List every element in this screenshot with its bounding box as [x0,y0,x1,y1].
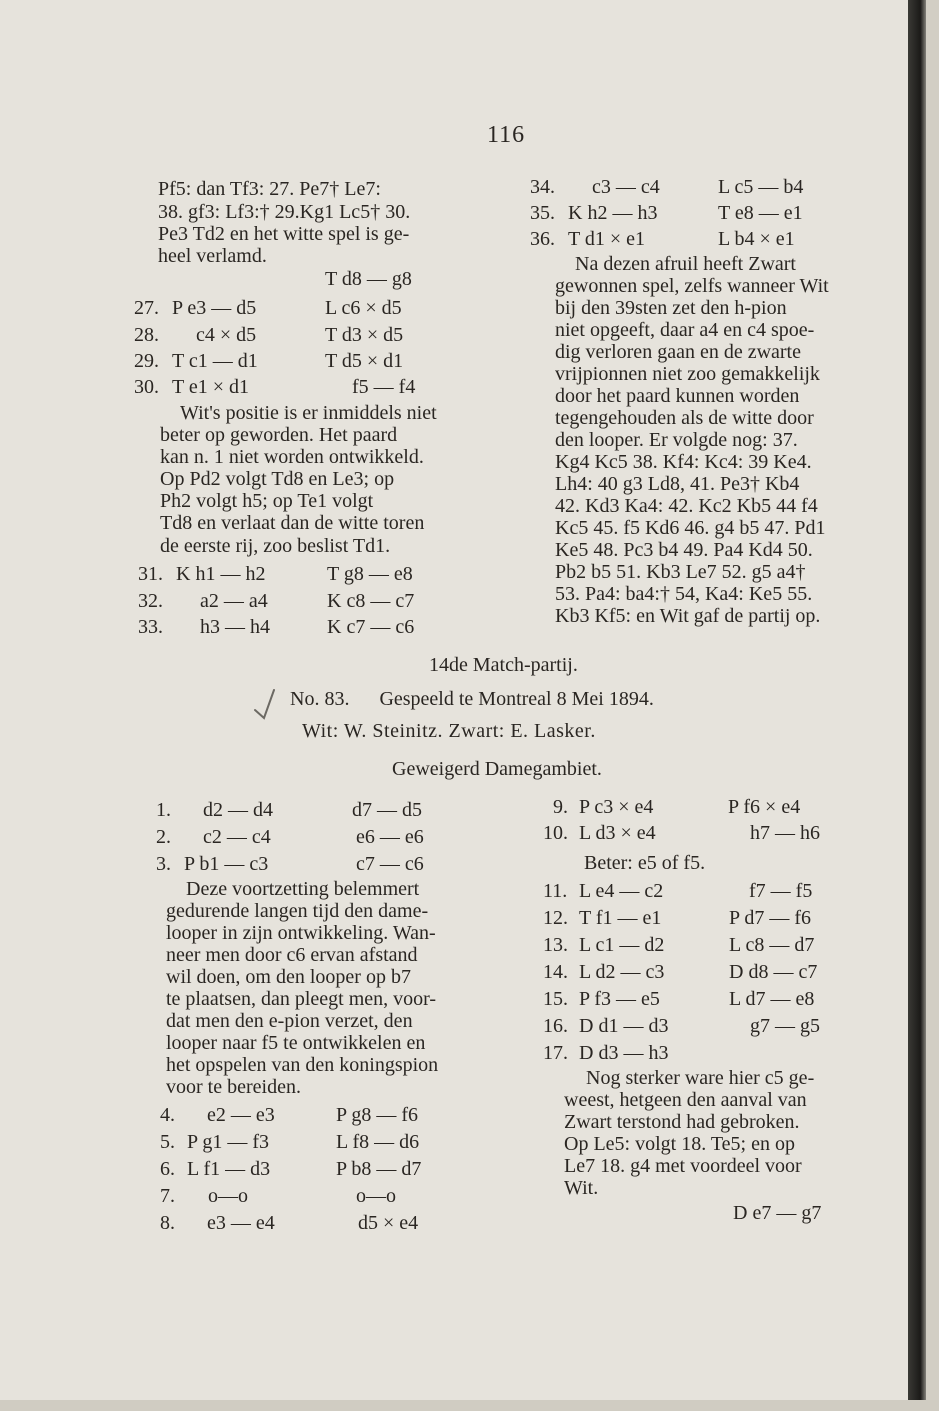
move-black: T d5 × d1 [325,350,404,372]
left-mid-line-3: Op Pd2 volgt Td8 en Le3; op [160,468,395,490]
move-num: 9. [553,796,568,818]
right-top-line-1: gewonnen spel, zelfs wanneer Wit [555,275,829,297]
move-white: P b1 — c3 [184,853,269,875]
right-top-line-11: 42. Kd3 Ka4: 42. Kc2 Kb5 44 f4 [555,495,818,517]
move-black: c7 — c6 [356,853,424,875]
game-info: No. 83. Gespeeld te Montreal 8 Mei 1894. [290,688,654,710]
left-mid-line-4: Ph2 volgt h5; op Te1 volgt [160,490,374,512]
move-white: L e4 — c2 [579,880,664,902]
move-black: h7 — h6 [750,822,820,844]
pencil-check-mark [252,688,282,722]
right-top-line-14: Pb2 b5 51. Kb3 Le7 52. g5 a4† [555,561,806,583]
right-top-line-15: 53. Pa4: ba4:† 54, Ka4: Ke5 55. [555,583,813,605]
move-num: 29. [134,350,159,372]
move-black: L f8 — d6 [336,1131,420,1153]
move-num: 3. [156,853,171,875]
players: Wit: W. Steinitz. Zwart: E. Lasker. [302,720,596,742]
move-num: 28. [134,324,159,346]
move-num: 5. [160,1131,175,1153]
move-num: 15. [543,988,568,1010]
adjacent-page-edge [908,0,939,1411]
left-mid-line-0: Wit's positie is er inmiddels niet [180,402,437,424]
left-top-line-1: 38. gf3: Lf3:† 29.Kg1 Lc5† 30. [158,201,411,223]
right-bottom-line-3: Op Le5: volgt 18. Te5; en op [564,1133,795,1155]
right-top-line-8: den looper. Er volgde nog: 37. [555,429,798,451]
move-white: e2 — e3 [207,1104,275,1126]
move-black: T g8 — e8 [327,563,413,585]
opening-name: Geweigerd Damegambiet. [392,758,602,780]
right-bottom-line-2: Zwart terstond had gebroken. [564,1111,800,1133]
right-bottom-line-4: Le7 18. g4 met voordeel voor [564,1155,802,1177]
match-title: 14de Match-partij. [429,654,578,676]
move-white: K h1 — h2 [176,563,266,585]
move-white: D d3 — h3 [579,1042,669,1064]
right-top-line-9: Kg4 Kc5 38. Kf4: Kc4: 39 Ke4. [555,451,812,473]
move-num: 30. [134,376,159,398]
move-black: P g8 — f6 [336,1104,419,1126]
move-white: P g1 — f3 [187,1131,270,1153]
left-bottom-line-3: neer men door c6 ervan afstand [166,944,418,966]
move-black: P f6 × e4 [728,796,801,818]
right-top-line-7: tegengehouden als de witte door [555,407,814,429]
move-num: 32. [138,590,163,612]
left-mid-line-1: beter op geworden. Het paard [160,424,398,446]
right-bottom-line-5: Wit. [564,1177,599,1199]
move-num: 7. [160,1185,175,1207]
left-bottom-line-9: voor te bereiden. [166,1076,301,1098]
right-top-line-10: Lh4: 40 g3 Ld8, 41. Pe3† Kb4 [555,473,800,495]
move-white: h3 — h4 [200,616,270,638]
move-white: T f1 — e1 [579,907,662,929]
right-top-line-2: bij den 39sten zet den h-pion [555,297,787,319]
left-mid-line-6: de eerste rij, zoo beslist Td1. [160,535,391,557]
move-black: K c8 — c7 [327,590,415,612]
left-mid-line-2: kan n. 1 niet worden ontwikkeld. [160,446,424,468]
right-bottom-line-0: Nog sterker ware hier c5 ge- [586,1067,815,1089]
move-black: T e8 — e1 [718,202,803,224]
move-num: 12. [543,907,568,929]
move-num: 16. [543,1015,568,1037]
right-top-line-3: niet opgeeft, daar a4 en c4 spoe- [555,319,815,341]
left-bottom-line-5: te plaatsen, dan pleegt men, voor- [166,988,437,1010]
move-num: 11. [543,880,568,902]
move-white: c4 × d5 [196,324,257,346]
move-white: P f3 — e5 [579,988,660,1010]
left-bottom-line-4: wil doen, om den looper op b7 [166,966,411,988]
move-num: 17. [543,1042,568,1064]
right-top-line-0: Na dezen afruil heeft Zwart [575,253,796,275]
move-white: D d1 — d3 [579,1015,669,1037]
right-bottom-line-1: weest, hetgeen den aanval van [564,1089,807,1111]
left-top-line-0: Pf5: dan Tf3: 27. Pe7† Le7: [158,178,381,200]
right-top-line-13: Ke5 48. Pc3 b4 49. Pa4 Kd4 50. [555,539,813,561]
move-black: g7 — g5 [750,1015,820,1037]
move-num: 13. [543,934,568,956]
move-black: L c6 × d5 [325,297,402,319]
move-num: 31. [138,563,163,585]
move-white: L d3 × e4 [579,822,656,844]
move-num: 34. [530,176,555,198]
move-white: T c1 — d1 [172,350,258,372]
right-top-line-6: door het paard kunnen worden [555,385,800,407]
move-black: L c5 — b4 [718,176,804,198]
move-white: a2 — a4 [200,590,268,612]
left-bottom-line-6: dat men den e-pion verzet, den [166,1010,413,1032]
move-num: 14. [543,961,568,983]
move-white: L c1 — d2 [579,934,665,956]
final-move: D e7 — g7 [733,1202,822,1224]
move-white: T e1 × d1 [172,376,250,398]
move-num: 35. [530,202,555,224]
left-bottom-line-7: looper naar f5 te ontwikkelen en [166,1032,426,1054]
move-black: o—o [356,1185,396,1207]
move-black: d5 × e4 [358,1212,419,1234]
move-black: L c8 — d7 [729,934,815,956]
move-white: L f1 — d3 [187,1158,271,1180]
right-top-line-16: Kb3 Kf5: en Wit gaf de partij op. [555,605,821,627]
move-black: K c7 — c6 [327,616,415,638]
beter-note: Beter: e5 of f5. [584,852,706,874]
left-top-line-2: Pe3 Td2 en het witte spel is ge- [158,223,410,245]
right-top-line-4: dig verloren gaan en de zwarte [555,341,801,363]
move-num: 1. [156,799,171,821]
move-black: P b8 — d7 [336,1158,422,1180]
move-black: f7 — f5 [749,880,813,902]
move-white: P c3 × e4 [579,796,654,818]
left-mid-line-5: Td8 en verlaat dan de witte toren [160,512,425,534]
move-black: L b4 × e1 [718,228,795,250]
left-top-line-3: heel verlamd. [158,245,267,267]
move-black: P d7 — f6 [729,907,812,929]
move-white: K h2 — h3 [568,202,658,224]
move-black: D d8 — c7 [729,961,818,983]
move-white: d2 — d4 [203,799,273,821]
move-white: L d2 — c3 [579,961,665,983]
left-bottom-line-2: looper in zijn ontwikkeling. Wan- [166,922,436,944]
move-white: c2 — c4 [203,826,271,848]
move-num: 27. [134,297,159,319]
move-num: 10. [543,822,568,844]
bottom-page-edge [0,1400,939,1411]
move-num: 8. [160,1212,175,1234]
right-top-line-5: vrijpionnen niet zoo gemakkelijk [555,363,820,385]
move-black: e6 — e6 [356,826,424,848]
move-white: T d1 × e1 [568,228,646,250]
move-num: 6. [160,1158,175,1180]
left-bottom-line-1: gedurende langen tijd den dame- [166,900,429,922]
move-black: f5 — f4 [352,376,416,398]
move-black: T d3 × d5 [325,324,404,346]
move-num: 33. [138,616,163,638]
move-white: e3 — e4 [207,1212,275,1234]
move-26-black: T d8 — g8 [325,268,412,290]
move-num: 4. [160,1104,175,1126]
move-black: d7 — d5 [352,799,422,821]
move-black: L d7 — e8 [729,988,815,1010]
move-num: 36. [530,228,555,250]
right-top-line-12: Kc5 45. f5 Kd6 46. g4 b5 47. Pd1 [555,517,826,539]
move-white: c3 — c4 [592,176,660,198]
move-num: 2. [156,826,171,848]
move-white: o—o [208,1185,248,1207]
left-bottom-line-8: het opspelen van den koningspion [166,1054,439,1076]
left-bottom-line-0: Deze voortzetting belemmert [186,878,420,900]
move-white: P e3 — d5 [172,297,257,319]
page-number: 116 [487,122,526,148]
